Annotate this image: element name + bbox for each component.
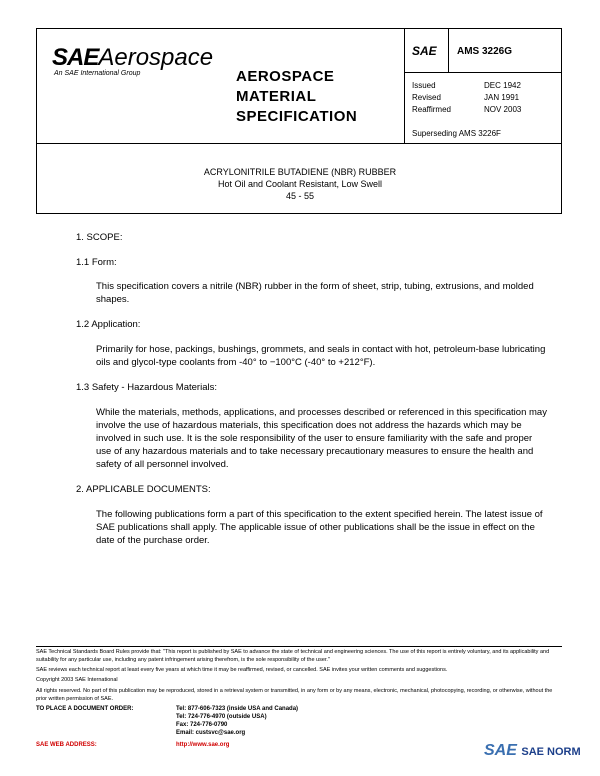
footer-copyright: Copyright 2003 SAE International xyxy=(36,677,118,683)
contact-tel-us: Tel: 877-606-7323 (inside USA and Canada) xyxy=(176,706,299,712)
section-heading: 2. APPLICABLE DOCUMENTS: xyxy=(76,484,211,495)
meta-label-issued: Issued xyxy=(412,81,436,90)
contact-tel-intl: Tel: 724-776-4970 (outside USA) xyxy=(176,714,267,720)
meta-value-revised: JAN 1991 xyxy=(484,93,520,102)
logo-aerospace-text: Aerospace xyxy=(98,44,214,71)
sae-mark: SAE xyxy=(412,44,437,58)
section-paragraph: Primarily for hose, packings, bushings, grommets, and seals in contact with hot, petroleum-base lubricating oils and glycol-type coolants from -40° to −100°C (-40° to +212°F). xyxy=(96,344,546,368)
spec-title-line: MATERIAL xyxy=(236,88,317,105)
meta-value-issued: DEC 1942 xyxy=(484,81,521,90)
doc-subtitle: Hot Oil and Coolant Resistant, Low Swell xyxy=(217,179,383,189)
footer-divider xyxy=(36,646,562,647)
order-label: TO PLACE A DOCUMENT ORDER: xyxy=(36,706,134,712)
logo-sae-text: SAE xyxy=(52,44,99,71)
web-label: SAE WEB ADDRESS: xyxy=(36,742,97,748)
section-heading: 1. SCOPE: xyxy=(76,232,123,243)
header-divider xyxy=(404,28,405,144)
section-heading: 1.2 Application: xyxy=(76,319,141,330)
spec-title-line: AEROSPACE xyxy=(236,68,335,85)
footer-review: SAE reviews each technical report at least every five years at which time it may be reaffirmed, revised, or cancelled. SAE invites your written comments and suggestions. xyxy=(36,667,448,673)
contact-fax: Fax: 724-776-0790 xyxy=(176,722,228,728)
section-paragraph: While the materials, methods, applications, and processes described or referenced in this specification may involve the use of hazardous materials, this specification does not address the hazards which may be involved in such use. It is the sole responsibility of the user to ensure familiarity with the safe and proper use of any hazardous materials and to take necessary precautionary measures to ensure the health and safety of all personnel involved. xyxy=(96,407,547,470)
section-heading: 1.1 Form: xyxy=(76,257,117,268)
header-divider xyxy=(448,28,449,72)
section-paragraph: The following publications form a part of this specification to the extent specified herein. The latest issue of SAE publications shall apply. The applicable issue of other publications shall be the issue in effect on the date of the purchase order. xyxy=(96,509,543,546)
meta-label-reaffirmed: Reaffirmed xyxy=(412,105,451,114)
doc-hardness: 45 - 55 xyxy=(285,191,315,201)
sae-norm-stamp xyxy=(484,742,581,760)
meta-value-reaffirmed: NOV 2003 xyxy=(484,105,522,114)
logo-subtitle: An SAE International Group xyxy=(54,70,141,77)
sae-aerospace-logo xyxy=(52,44,213,72)
meta-label-revised: Revised xyxy=(412,93,441,102)
superseding-note: Superseding AMS 3226F xyxy=(412,129,501,138)
stamp-norm-text: SAE NORM xyxy=(521,746,581,758)
stamp-sae-icon: SAE xyxy=(484,742,517,759)
doc-title: ACRYLONITRILE BUTADIENE (NBR) RUBBER xyxy=(203,167,397,177)
spec-title-line: SPECIFICATION xyxy=(236,108,358,125)
footer-rights: All rights reserved. No part of this publication may be reproduced, stored in a retrieval system or transmitted, in any form or by any means, electronic, mechanical, photocopying, recording, or otherwise, without the prior written permission of SAE. xyxy=(36,688,553,702)
section-paragraph: This specification covers a nitrile (NBR) rubber in the form of sheet, strip, tubing, extrusions, and molded shapes. xyxy=(96,281,534,305)
section-heading: 1.3 Safety - Hazardous Materials: xyxy=(76,382,217,393)
footer-rules: SAE Technical Standards Board Rules provide that: "This report is published by SAE to advance the state of technical and engineering sciences. The use of this report is entirely voluntary, and its applicability and suitability for any particular use, including any patent infringement arising therefrom, is the sole responsibility of the user." xyxy=(36,649,550,663)
document-number: AMS 3226G xyxy=(457,46,513,57)
web-url-link[interactable]: http://www.sae.org xyxy=(176,742,230,748)
contact-email[interactable]: Email: custsvc@sae.org xyxy=(176,730,246,736)
header-divider xyxy=(404,72,562,73)
